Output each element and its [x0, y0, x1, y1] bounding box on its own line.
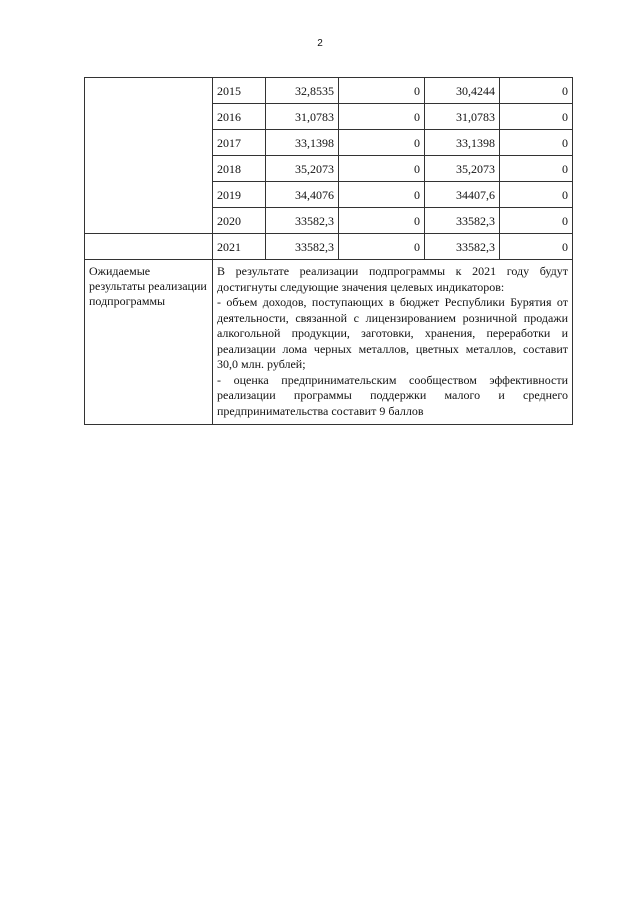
year-cell: 2015	[213, 78, 266, 104]
year-cell: 2017	[213, 130, 266, 156]
value-cell: 32,8535	[266, 78, 339, 104]
value-cell: 0	[500, 130, 573, 156]
value-cell: 33582,3	[266, 234, 339, 260]
year-cell: 2016	[213, 104, 266, 130]
results-label: Ожидаемые результаты реализации подпрограммы	[85, 260, 213, 425]
value-cell: 33,1398	[266, 130, 339, 156]
results-paragraph: - оценка предпринимательским сообществом эффективности реализации программы поддержки малого и среднего предпринимательства составит 9 баллов	[217, 372, 568, 418]
value-cell: 33582,3	[425, 234, 500, 260]
value-cell: 35,2073	[425, 156, 500, 182]
value-cell: 0	[339, 78, 425, 104]
value-cell: 33582,3	[425, 208, 500, 234]
value-cell: 33582,3	[266, 208, 339, 234]
value-cell: 0	[500, 78, 573, 104]
value-cell: 0	[500, 234, 573, 260]
value-cell: 0	[339, 208, 425, 234]
page-number: 2	[317, 38, 323, 49]
value-cell: 0	[500, 208, 573, 234]
value-cell: 35,2073	[266, 156, 339, 182]
value-cell: 0	[339, 156, 425, 182]
value-cell: 0	[339, 234, 425, 260]
value-cell: 31,0783	[266, 104, 339, 130]
value-cell: 0	[339, 104, 425, 130]
results-row	[85, 260, 573, 425]
funding-table	[84, 77, 573, 425]
year-cell: 2019	[213, 182, 266, 208]
value-cell: 30,4244	[425, 78, 500, 104]
blank-label-cell	[85, 78, 213, 234]
value-cell: 0	[339, 182, 425, 208]
blank-label-cell	[85, 234, 213, 260]
year-cell: 2020	[213, 208, 266, 234]
year-cell: 2018	[213, 156, 266, 182]
value-cell: 33,1398	[425, 130, 500, 156]
value-cell: 0	[339, 130, 425, 156]
value-cell: 0	[500, 182, 573, 208]
value-cell: 0	[500, 104, 573, 130]
value-cell: 34407,6	[425, 182, 500, 208]
year-cell: 2021	[213, 234, 266, 260]
value-cell: 0	[500, 156, 573, 182]
table-row	[85, 78, 573, 104]
value-cell: 34,4076	[266, 182, 339, 208]
results-paragraph: - объем доходов, поступающих в бюджет Республики Бурятия от деятельности, связанной с лицензированием розничной продажи алкогольной продукции, заготовки, хранения, переработки и реализации лома черных металлов, цветных металлов, составит 30,0 млн. рублей;	[217, 295, 568, 371]
results-description	[213, 260, 573, 425]
results-paragraph: В результате реализации подпрограммы к 2021 году будут достигнуты следующие значения целевых индикаторов:	[217, 264, 568, 294]
table-row	[85, 234, 573, 260]
value-cell: 31,0783	[425, 104, 500, 130]
